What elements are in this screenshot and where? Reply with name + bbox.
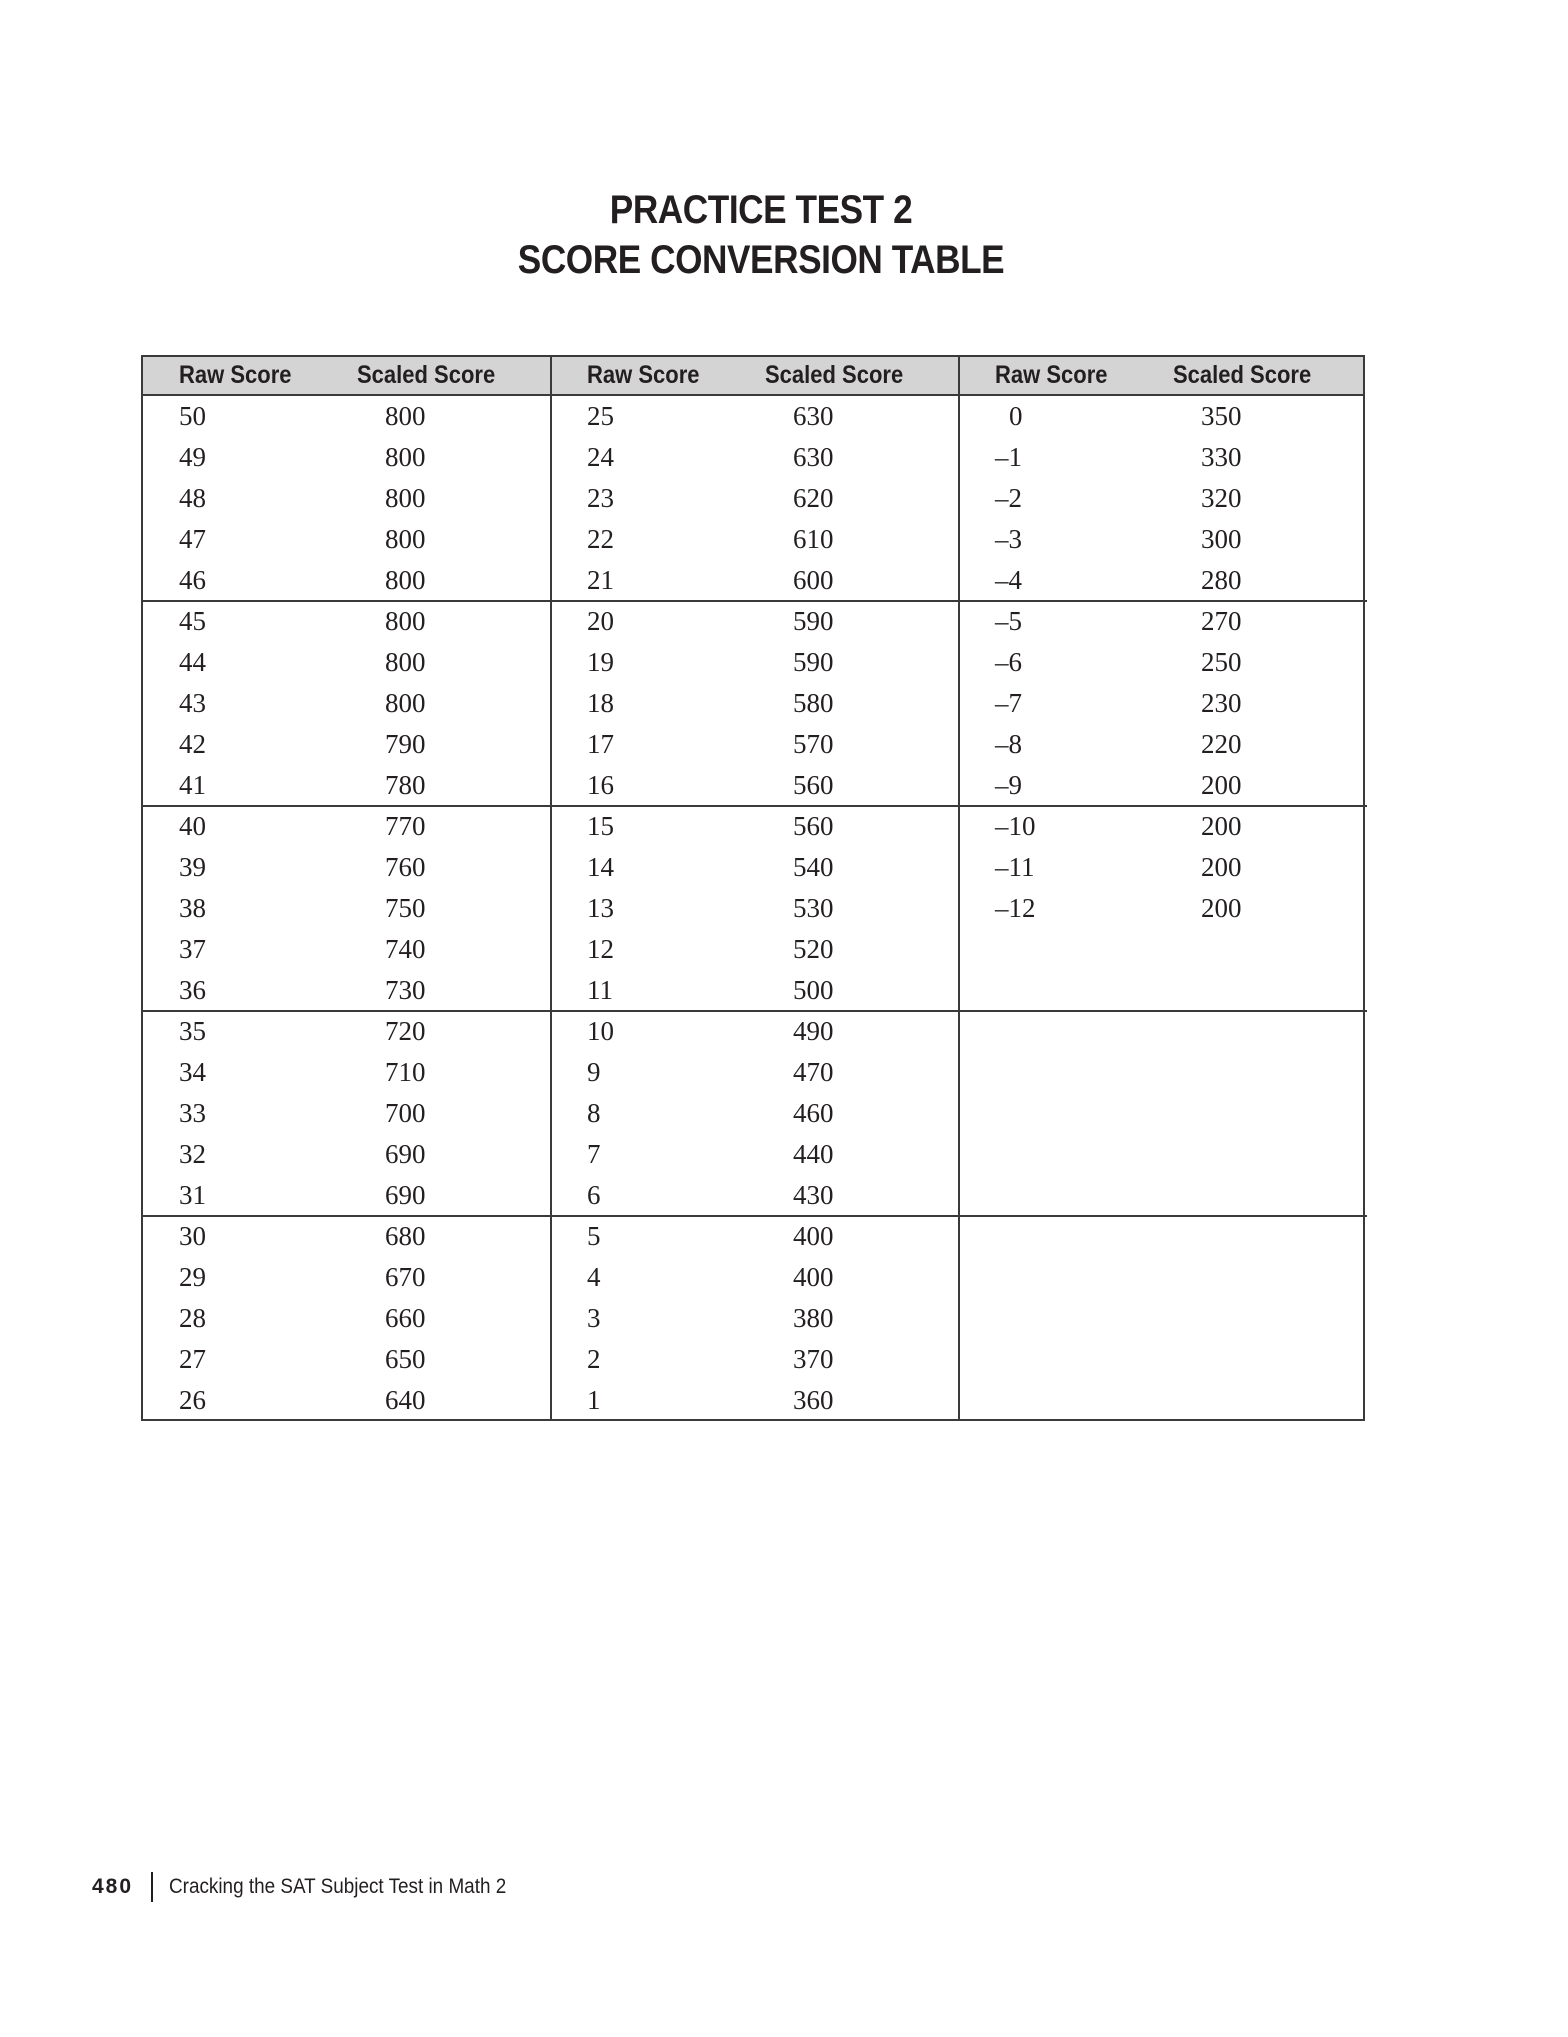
scaled-score-cell: 280 [1201,565,1242,595]
raw-score-cell: 35 [179,1016,206,1046]
raw-score-cell: 26 [179,1385,206,1415]
raw-score-cell: 5 [587,1221,601,1251]
raw-score-cell: 27 [179,1344,206,1374]
row-group-divider [551,1215,959,1217]
raw-score-cell: 22 [587,524,614,554]
scaled-score-cell: 500 [793,975,834,1005]
header-raw-score: Raw Score [179,361,292,389]
raw-score-cell: –3 [995,524,1022,554]
raw-score-cell: 29 [179,1262,206,1292]
scaled-score-cell: 270 [1201,606,1242,636]
raw-score-cell: –8 [995,729,1022,759]
scaled-score-cell: 370 [793,1344,834,1374]
raw-score-cell: 47 [179,524,206,554]
raw-score-cell: 32 [179,1139,206,1169]
scaled-score-cell: 710 [385,1057,426,1087]
scaled-score-cell: 590 [793,606,834,636]
scaled-score-cell: 650 [385,1344,426,1374]
footer-divider [151,1872,153,1902]
raw-score-cell: 13 [587,893,614,923]
scaled-score-cell: 560 [793,811,834,841]
scaled-score-cell: 780 [385,770,426,800]
column-divider [958,357,960,1419]
raw-score-cell: 33 [179,1098,206,1128]
scaled-score-cell: 520 [793,934,834,964]
scaled-score-cell: 400 [793,1262,834,1292]
scaled-score-cell: 320 [1201,483,1242,513]
scaled-score-cell: 200 [1201,811,1242,841]
scaled-score-cell: 610 [793,524,834,554]
raw-score-cell: 3 [587,1303,601,1333]
raw-score-cell: 45 [179,606,206,636]
scaled-score-cell: 220 [1201,729,1242,759]
scaled-score-cell: 800 [385,524,426,554]
raw-score-cell: 46 [179,565,206,595]
raw-score-cell: 48 [179,483,206,513]
scaled-score-cell: 700 [385,1098,426,1128]
scaled-score-cell: 740 [385,934,426,964]
raw-score-cell: 50 [179,401,206,431]
scaled-score-cell: 590 [793,647,834,677]
scaled-score-cell: 800 [385,688,426,718]
scaled-score-cell: 200 [1201,770,1242,800]
book-title: Cracking the SAT Subject Test in Math 2 [169,1875,507,1898]
raw-score-cell: 44 [179,647,206,677]
raw-score-cell: 40 [179,811,206,841]
raw-score-cell: 15 [587,811,614,841]
scaled-score-cell: 640 [385,1385,426,1415]
raw-score-cell: 8 [587,1098,601,1128]
scaled-score-cell: 350 [1201,401,1242,431]
scaled-score-cell: 570 [793,729,834,759]
page-title-line-1: PRACTICE TEST 2 [609,188,913,232]
scaled-score-cell: 800 [385,606,426,636]
page-title-line-2: SCORE CONVERSION TABLE [517,238,1005,282]
scaled-score-cell: 460 [793,1098,834,1128]
raw-score-cell: 9 [587,1057,601,1087]
header-scaled-score: Scaled Score [357,361,496,389]
raw-score-cell: 20 [587,606,614,636]
raw-score-cell: 11 [587,975,613,1005]
raw-score-cell: 28 [179,1303,206,1333]
scaled-score-cell: 620 [793,483,834,513]
scaled-score-cell: 660 [385,1303,426,1333]
raw-score-cell: 42 [179,729,206,759]
raw-score-cell: 19 [587,647,614,677]
raw-score-cell: 41 [179,770,206,800]
scaled-score-cell: 630 [793,401,834,431]
scaled-score-cell: 200 [1201,893,1242,923]
scaled-score-cell: 400 [793,1221,834,1251]
raw-score-cell: 34 [179,1057,206,1087]
raw-score-cell: 18 [587,688,614,718]
scaled-score-cell: 200 [1201,852,1242,882]
scaled-score-cell: 690 [385,1139,426,1169]
scaled-score-cell: 360 [793,1385,834,1415]
raw-score-cell: 14 [587,852,614,882]
scaled-score-cell: 440 [793,1139,834,1169]
scaled-score-cell: 330 [1201,442,1242,472]
raw-score-cell: –2 [995,483,1022,513]
scaled-score-cell: 600 [793,565,834,595]
raw-score-cell: 37 [179,934,206,964]
scaled-score-cell: 250 [1201,647,1242,677]
scaled-score-cell: 800 [385,647,426,677]
raw-score-cell: 4 [587,1262,601,1292]
scaled-score-cell: 720 [385,1016,426,1046]
header-raw-score: Raw Score [995,361,1108,389]
score-conversion-table [141,355,1365,1421]
raw-score-cell: 17 [587,729,614,759]
table-header-row [143,357,1363,396]
scaled-score-cell: 580 [793,688,834,718]
raw-score-cell: 23 [587,483,614,513]
scaled-score-cell: 560 [793,770,834,800]
scaled-score-cell: 790 [385,729,426,759]
scaled-score-cell: 490 [793,1016,834,1046]
raw-score-cell: 49 [179,442,206,472]
raw-score-cell: 21 [587,565,614,595]
header-scaled-score: Scaled Score [1173,361,1312,389]
scaled-score-cell: 540 [793,852,834,882]
raw-score-cell: –10 [995,811,1036,841]
raw-score-cell: –12 [995,893,1036,923]
column-divider [550,357,552,1419]
raw-score-cell: –9 [995,770,1022,800]
raw-score-cell: 12 [587,934,614,964]
scaled-score-cell: 630 [793,442,834,472]
header-raw-score: Raw Score [587,361,700,389]
scaled-score-cell: 760 [385,852,426,882]
page-number: 480 [92,1875,134,1898]
scaled-score-cell: 300 [1201,524,1242,554]
raw-score-cell: 36 [179,975,206,1005]
scaled-score-cell: 530 [793,893,834,923]
scaled-score-cell: 730 [385,975,426,1005]
raw-score-cell: –11 [995,852,1035,882]
scaled-score-cell: 230 [1201,688,1242,718]
raw-score-cell: –7 [995,688,1022,718]
raw-score-cell: –1 [995,442,1022,472]
raw-score-cell: 6 [587,1180,601,1210]
raw-score-cell: 24 [587,442,614,472]
raw-score-cell: 10 [587,1016,614,1046]
raw-score-cell: 0 [1009,401,1023,431]
raw-score-cell: –6 [995,647,1022,677]
raw-score-cell: 1 [587,1385,601,1415]
raw-score-cell: –5 [995,606,1022,636]
scaled-score-cell: 750 [385,893,426,923]
scaled-score-cell: 680 [385,1221,426,1251]
scaled-score-cell: 800 [385,483,426,513]
raw-score-cell: 25 [587,401,614,431]
scaled-score-cell: 470 [793,1057,834,1087]
scaled-score-cell: 800 [385,565,426,595]
raw-score-cell: –4 [995,565,1022,595]
scaled-score-cell: 690 [385,1180,426,1210]
row-group-divider [959,1215,1367,1217]
scaled-score-cell: 770 [385,811,426,841]
raw-score-cell: 16 [587,770,614,800]
raw-score-cell: 2 [587,1344,601,1374]
raw-score-cell: 31 [179,1180,206,1210]
row-group-divider [959,1010,1367,1012]
scaled-score-cell: 380 [793,1303,834,1333]
raw-score-cell: 7 [587,1139,601,1169]
raw-score-cell: 39 [179,852,206,882]
scaled-score-cell: 800 [385,401,426,431]
raw-score-cell: 43 [179,688,206,718]
page-footer [92,1870,544,1904]
scaled-score-cell: 800 [385,442,426,472]
header-scaled-score: Scaled Score [765,361,904,389]
raw-score-cell: 38 [179,893,206,923]
scaled-score-cell: 670 [385,1262,426,1292]
scaled-score-cell: 430 [793,1180,834,1210]
raw-score-cell: 30 [179,1221,206,1251]
